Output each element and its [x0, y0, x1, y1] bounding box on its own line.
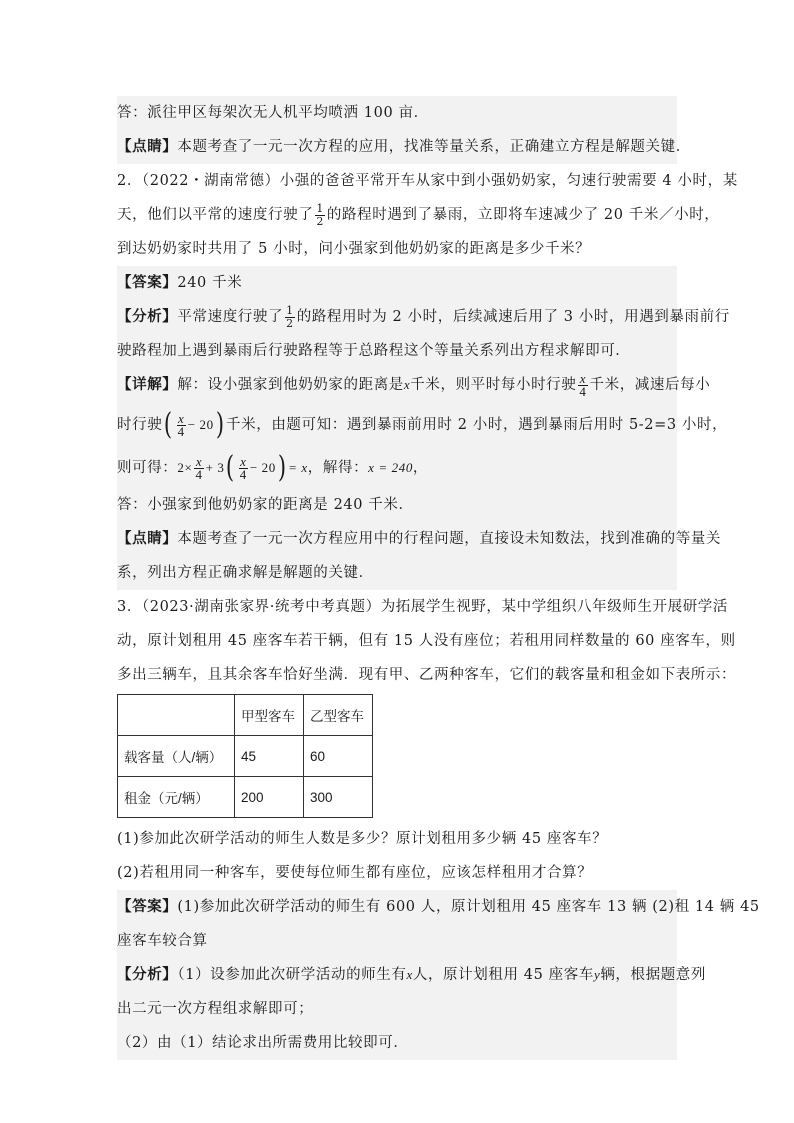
- detail-2-line-3: 则可得：2× $\frac{x}{4}$ + 3( $\frac{x}{4}$ − 20) = x，解得：x = 240，: [117, 448, 677, 488]
- answer-2: 【答案】240 千米: [117, 266, 677, 300]
- question-3-line-3: 多出三辆车，且其余客车恰好坐满．现有甲、乙两种客车，它们的载客量和租金如下表所示：: [117, 667, 737, 683]
- table-cell: 300: [304, 777, 373, 818]
- analysis-2-line-1: 【分析】平常速度行驶了 $\frac{1}{2}$ 的路程用时为 2 小时，后续减速后用了 3 小时，用遇到暴雨前行: [117, 300, 677, 334]
- question-3-sub-1: (1)参加此次研学活动的师生人数是多少？原计划租用多少辆 45 座客车？: [117, 831, 608, 847]
- answer-line: 答：派往甲区每架次无人机平均喷洒 100 亩．: [117, 96, 677, 130]
- table-cell: [118, 695, 235, 736]
- analysis-2-line-2: 驶路程加上遇到暴雨后行驶路程等于总路程这个等量关系列出方程求解即可．: [117, 334, 677, 368]
- table-header-row: [118, 695, 373, 736]
- table-row: [118, 777, 373, 818]
- table-cell: 租金（元/辆）: [118, 777, 235, 818]
- table-cell: 载客量（人/辆）: [118, 736, 235, 777]
- comment-line: 【点睛】本题考查了一元一次方程的应用，找准等量关系，正确建立方程是解题关键．: [117, 130, 677, 164]
- detail-2-line-1: 【详解】解：设小强家到他奶奶家的距离是x千米，则平时每小时行驶 $\frac{x}{4}$ 千米，减速后每小: [117, 368, 677, 402]
- question-2-line-1: 2．（2022・湖南常德）小强的爸爸平常开车从家中到小强奶奶家，匀速行驶需要 4 小时，某: [117, 173, 738, 189]
- answer-3-line-2: 座客车较合算: [117, 924, 677, 958]
- analysis-3-line-1: 【分析】（1）设参加此次研学活动的师生有x人，原计划租用 45 座客车y辆，根据题意列: [117, 958, 677, 992]
- fraction-x-over-4: $\frac{x}{4}$: [239, 453, 247, 482]
- table-row: [118, 736, 373, 777]
- table-cell: 乙型客车: [304, 695, 373, 736]
- fraction-x-over-4: $\frac{x}{4}$: [579, 370, 587, 399]
- fraction-x-over-4: $\frac{x}{4}$: [195, 453, 203, 482]
- answer-3-line-1: 【答案】(1)参加此次研学活动的师生有 600 人，原计划租用 45 座客车 13 辆 (2)租 14 辆 45: [117, 890, 677, 924]
- question-2-line-3: 到达奶奶家时共用了 5 小时，问小强家到他奶奶家的距离是多少千米？: [117, 241, 591, 257]
- document-page: [117, 96, 760, 1060]
- table-cell: 甲型客车: [235, 695, 304, 736]
- fraction-x-over-4: $\frac{x}{4}$: [177, 410, 185, 439]
- fraction-half: $\frac{1}{2}$: [316, 201, 324, 228]
- comment-2-line-2: 系，列出方程正确求解是解题的关键．: [117, 556, 677, 590]
- question-2-line-2: 天，他们以平常的速度行驶了 $\frac{1}{2}$ 的路程时遇到了暴雨，立即将车速减少了 20 千米／小时，: [117, 201, 720, 228]
- question-3-line-2: 动，原计划租用 45 座客车若干辆，但有 15 人没有座位；若租用同样数量的 60 座客车，则: [117, 633, 736, 649]
- detail-2-line-2: 时行驶( $\frac{x}{4}$ − 20) 千米，由题可知：遇到暴雨前用时 2 小时，遇到暴雨后用时 5-2=3 小时，: [117, 402, 677, 448]
- detail-2-conclusion: 答：小强家到他奶奶家的距离是 240 千米．: [117, 488, 677, 522]
- table-cell: 45: [235, 736, 304, 777]
- table-cell: 200: [235, 777, 304, 818]
- question-3-sub-2: (2)若租用同一种客车，要使每位师生都有座位，应该怎样租用才合算？: [117, 865, 593, 881]
- analysis-3-line-3: （2）由（1）结论求出所需费用比较即可．: [117, 1026, 677, 1060]
- question-3-line-1: 3．（2023·湖南张家界·统考中考真题）为拓展学生视野，某中学组织八年级师生开展研学活: [117, 599, 728, 615]
- comment-2-line-1: 【点睛】本题考查了一元一次方程应用中的行程问题，直接设未知数法，找到准确的等量关: [117, 522, 677, 556]
- analysis-3-line-2: 出二元一次方程组求解即可；: [117, 992, 677, 1026]
- bus-table: [117, 694, 373, 818]
- table-cell: 60: [304, 736, 373, 777]
- fraction-half: $\frac{1}{2}$: [286, 303, 294, 330]
